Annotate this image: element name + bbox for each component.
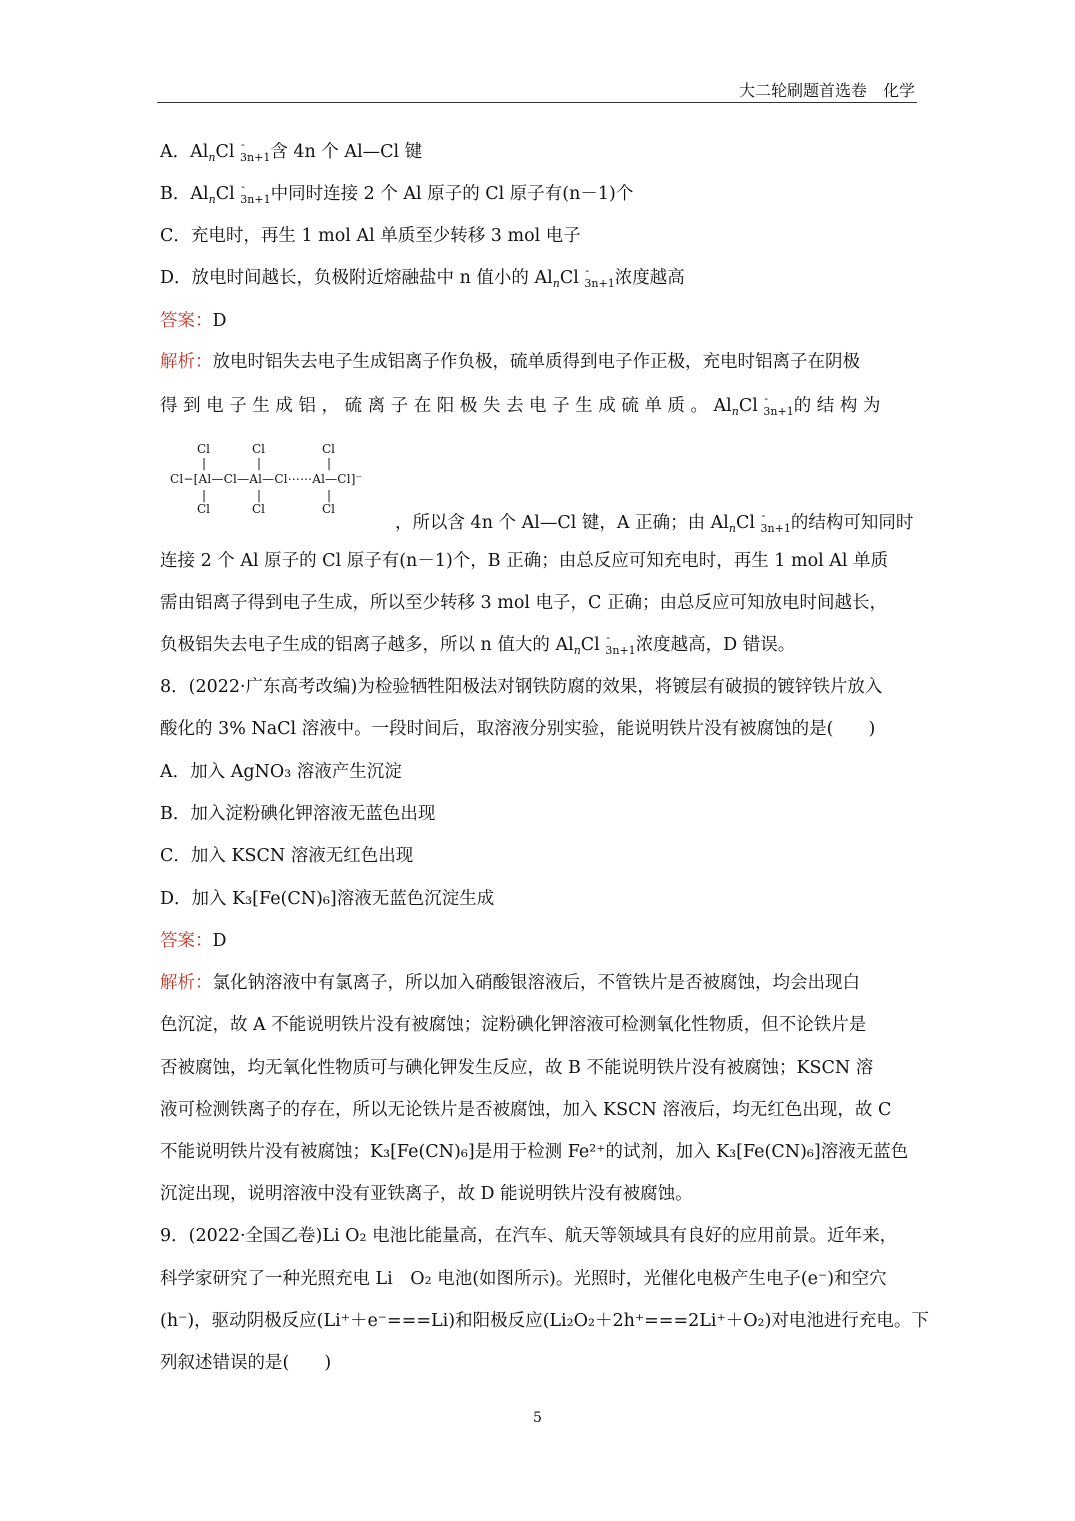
- q7-option-c: C．充电时，再生 1 mol Al 单质至少转移 3 mol 电子: [160, 226, 581, 246]
- struct-bond-bottom-1: |: [202, 488, 207, 502]
- q7-analysis-line-1: 解析：放电时铝失去电子生成铝离子作负极，硫单质得到电子作正极，充电时铝离子在阴极: [160, 352, 860, 372]
- struct-top-cl-3: Cl: [322, 442, 336, 456]
- struct-main-row: Cl−[Al—Cl—Al—Cl⋯⋯Al—Cl]⁻: [170, 472, 363, 486]
- q8-analysis-line-3: 否被腐蚀，均无氧化性物质可与碘化钾发生反应，故 B 不能说明铁片没有被腐蚀；KSCN 溶: [160, 1058, 874, 1078]
- struct-bond-top-2: |: [257, 456, 262, 470]
- struct-top-cl-1: Cl: [197, 442, 211, 456]
- q8-analysis-line-5: 不能说明铁片没有被腐蚀；K₃[Fe(CN)₆]是用于检测 Fe²⁺的试剂，加入 K₃[Fe(CN)₆]溶液无蓝色: [160, 1142, 909, 1162]
- q7-option-d: D．放电时间越长，负极附近熔融盐中 n 值小的 $Al_nCl$ - 3n+1浓度越高: [160, 264, 685, 290]
- struct-top-cl-2: Cl: [252, 442, 266, 456]
- q8-option-a: A．加入 AgNO₃ 溶液产生沉淀: [160, 762, 402, 782]
- q7-option-a: A．$Al_nCl$ - 3n+1含 4n 个 Al—Cl 键: [160, 138, 423, 164]
- q8-analysis-line-4: 液可检测铁离子的存在，所以无论铁片是否被腐蚀，加入 KSCN 溶液后，均无红色出现，故 C: [160, 1100, 892, 1120]
- struct-bottom-cl-3: Cl: [322, 502, 336, 516]
- q7-analysis-line-3: ，所以含 4n 个 Al—Cl 键，A 正确；由 $Al_nCl$ - 3n+1的结构可知同时: [395, 509, 914, 535]
- q8-analysis-line-6: 沉淀出现，说明溶液中没有亚铁离子，故 D 能说明铁片没有被腐蚀。: [160, 1184, 693, 1204]
- struct-bond-top-3: |: [327, 456, 332, 470]
- q8-option-c: C．加入 KSCN 溶液无红色出现: [160, 846, 414, 866]
- struct-bond-top-1: |: [202, 456, 207, 470]
- struct-bond-bottom-3: |: [327, 488, 332, 502]
- q7-analysis-line-5: 需由铝离子得到电子生成，所以至少转移 3 mol 电子，C 正确；由总反应可知放电时间越长，: [160, 593, 887, 613]
- q9-stem-line-1: 9．(2022·全国乙卷)Li O₂ 电池比能量高，在汽车、航天等领域具有良好的应用前景。近年来，: [160, 1226, 898, 1246]
- q8-answer: 答案：D: [160, 931, 227, 951]
- header-title: 大二轮刷题首选卷 化学: [738, 81, 915, 100]
- q7-analysis-line-4: 连接 2 个 Al 原子的 Cl 原子有(n－1)个，B 正确；由总反应可知充电时，再生 1 mol Al 单质: [160, 551, 889, 571]
- q8-stem-line-2: 酸化的 3% NaCl 溶液中。一段时间后，取溶液分别实验，能说明铁片没有被腐蚀的是( ): [160, 719, 876, 739]
- page-header: [157, 74, 917, 103]
- q8-analysis-line-1: 解析：氯化钠溶液中有氯离子，所以加入硝酸银溶液后，不管铁片是否被腐蚀，均会出现白: [160, 973, 860, 993]
- page-number: 5: [533, 1410, 542, 1426]
- q9-stem-line-3: (h⁻)，驱动阴极反应(Li⁺＋e⁻===Li)和阳极反应(Li₂O₂＋2h⁺===2Li⁺＋O₂)对电池进行充电。下: [160, 1311, 929, 1331]
- alcl-structure-diagram: [168, 440, 388, 520]
- q9-stem-line-4: 列叙述错误的是( ): [160, 1353, 332, 1373]
- q7-option-b: B．$Al_nCl$ - 3n+1中同时连接 2 个 Al 原子的 Cl 原子有(n－1)个: [160, 180, 634, 206]
- struct-bottom-cl-1: Cl: [197, 502, 211, 516]
- q7-answer: 答案：D: [160, 311, 227, 331]
- q8-stem-line-1: 8．(2022·广东高考改编)为检验牺牲阳极法对钢铁防腐的效果，将镀层有破损的镀锌铁片放入: [160, 677, 883, 697]
- q7-analysis-line-2: 得 到 电 子 生 成 铝 ， 硫 离 子 在 阳 极 失 去 电 子 生 成 硫 单 质 。 $Al_nCl$ - 3n+1的 结 构 为: [160, 392, 881, 418]
- q8-analysis-line-2: 色沉淀，故 A 不能说明铁片没有被腐蚀；淀粉碘化钾溶液可检测氧化性物质，但不论铁片是: [160, 1015, 867, 1035]
- struct-bottom-cl-2: Cl: [252, 502, 266, 516]
- struct-bond-bottom-2: |: [257, 488, 262, 502]
- q8-option-d: D．加入 K₃[Fe(CN)₆]溶液无蓝色沉淀生成: [160, 889, 495, 909]
- q9-stem-line-2: 科学家研究了一种光照充电 Li O₂ 电池(如图所示)。光照时，光催化电极产生电子(e⁻)和空穴: [160, 1269, 887, 1289]
- q7-analysis-line-6: 负极铝失去电子生成的铝离子越多，所以 n 值大的 $Al_nCl$ - 3n+1浓度越高，D 错误。: [160, 631, 796, 657]
- q8-option-b: B．加入淀粉碘化钾溶液无蓝色出现: [160, 804, 436, 824]
